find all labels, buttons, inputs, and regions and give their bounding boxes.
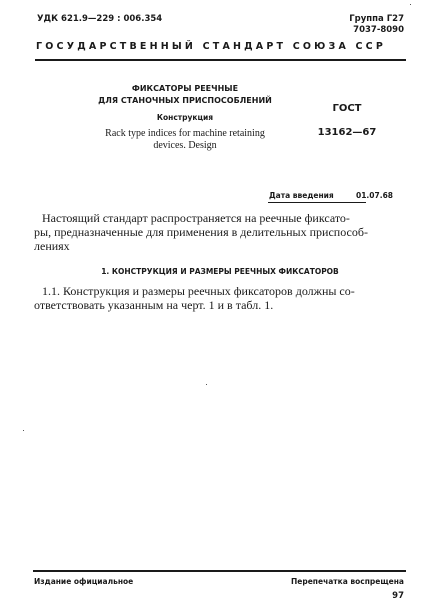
intro-line-3: лениях <box>34 239 70 253</box>
title-english-1: Rack type indices for machine retaining <box>105 128 265 139</box>
scan-speck <box>410 4 411 5</box>
effective-date-label: Дата введения <box>269 191 334 200</box>
standard-banner: ГОСУДАРСТВЕННЫЙ СТАНДАРТ СОЮЗА ССР <box>36 41 387 52</box>
catalog-code: 7037-8090 <box>353 25 404 35</box>
section-para-line-1: 1.1. Конструкция и размеры реечных фиксаторов должны со- <box>42 284 355 298</box>
title-english-2: devices. Design <box>153 140 217 151</box>
title-subtitle: Конструкция <box>156 113 214 122</box>
title-line-2: ДЛЯ СТАНОЧНЫХ ПРИСПОСОБЛЕНИЙ <box>98 96 272 105</box>
gost-number: 13162—67 <box>317 127 377 138</box>
intro-line-1: Настоящий стандарт распространяется на реечные фиксато- <box>42 211 350 225</box>
effective-date-rule <box>268 202 366 203</box>
section-heading: 1. КОНСТРУКЦИЯ И РАЗМЕРЫ РЕЕЧНЫХ ФИКСАТОРОВ <box>101 267 339 276</box>
intro-line-2: ры, предназначенные для применения в делительных приспособ- <box>34 225 368 239</box>
scan-speck <box>206 384 207 385</box>
title-line-1: ФИКСАТОРЫ РЕЕЧНЫЕ <box>131 84 239 93</box>
footer-rule <box>33 570 406 572</box>
official-edition: Издание официальное <box>34 577 134 586</box>
scan-speck <box>23 430 24 431</box>
group-label: Группа Г27 <box>349 14 404 24</box>
page-number: 97 <box>392 591 404 601</box>
gost-label: ГОСТ <box>332 103 362 114</box>
section-para-line-2: ответствовать указанным на черт. 1 и в табл. 1. <box>34 298 274 312</box>
reprint-notice: Перепечатка воспрещена <box>290 577 404 586</box>
banner-rule <box>35 59 406 61</box>
udk-code: УДК 621.9—229 : 006.354 <box>37 14 163 24</box>
effective-date-value: 01.07.68 <box>356 191 394 200</box>
